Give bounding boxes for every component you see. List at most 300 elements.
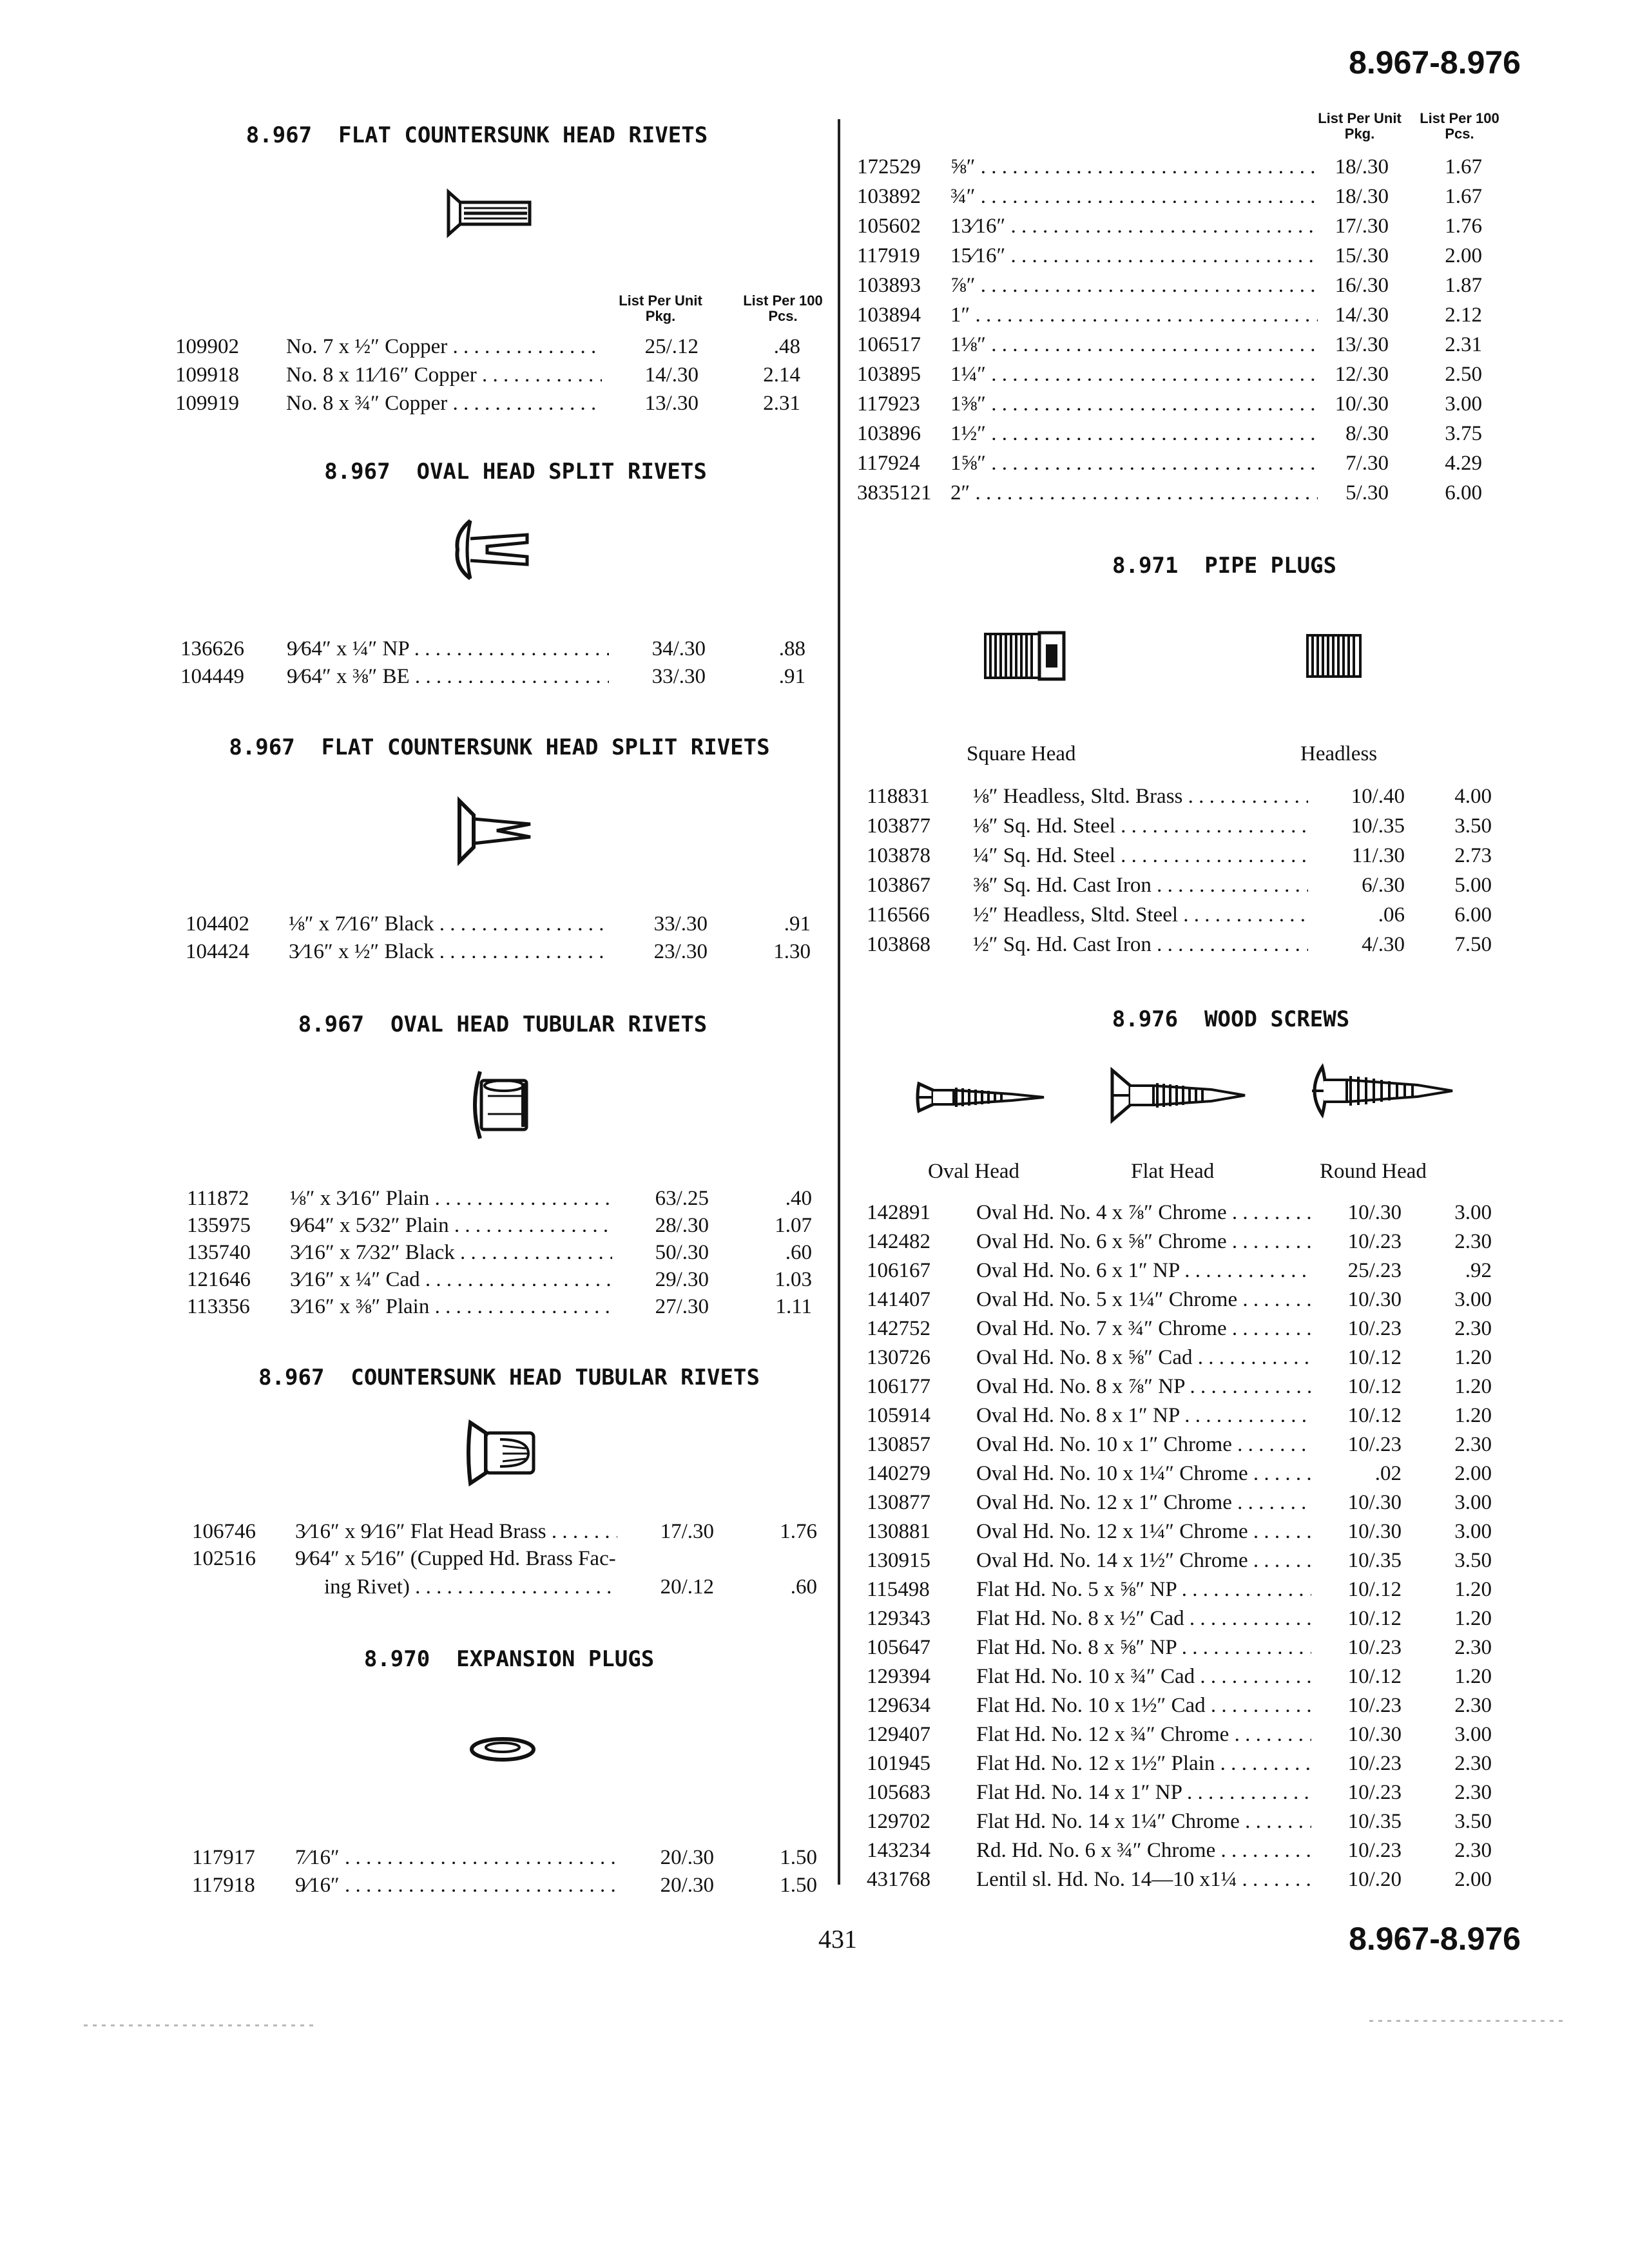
- table-row: [857, 182, 1482, 211]
- price-per-unit-pkg: 10/.23: [1347, 1317, 1402, 1340]
- part-number: 106177: [867, 1375, 930, 1398]
- price-per-unit-pkg: 10/.35: [1347, 1810, 1402, 1833]
- table-row: [867, 1285, 1492, 1314]
- part-number: 129702: [867, 1810, 930, 1833]
- price-per-100-pcs: .88: [778, 637, 805, 660]
- price-per-100-pcs: 3.00: [1445, 392, 1482, 416]
- part-description: ⅞″ . . .: [950, 271, 1318, 300]
- part-number: 129407: [867, 1723, 930, 1746]
- price-per-100-pcs: 1.67: [1445, 185, 1482, 208]
- price-per-100-pcs: 3.00: [1454, 1723, 1492, 1746]
- price-per-100-pcs: .60: [790, 1575, 817, 1599]
- price-per-100-pcs: 1.20: [1454, 1578, 1492, 1601]
- price-per-100-pcs: 2.30: [1454, 1694, 1492, 1717]
- part-number: 3835121: [857, 481, 932, 505]
- section-title-countersunk-head-tubular-rivets: 8.967 COUNTERSUNK HEAD TUBULAR RIVETS: [258, 1365, 760, 1390]
- price-per-unit-pkg: 63/.25: [655, 1187, 709, 1210]
- part-description: Oval Hd. No. 5 x 1¼″ Chrome . . .: [976, 1285, 1311, 1314]
- part-description: 15⁄16″ . . .: [950, 242, 1318, 270]
- part-number: 103868: [867, 933, 930, 956]
- table-row: [867, 1256, 1492, 1285]
- price-per-100-pcs: .48: [773, 335, 800, 358]
- price-per-100-pcs: 3.50: [1454, 814, 1492, 838]
- price-per-unit-pkg: 20/.30: [660, 1874, 714, 1897]
- part-number: 109902: [175, 335, 239, 358]
- table-row: [857, 360, 1482, 389]
- price-per-100-pcs: 4.29: [1445, 452, 1482, 475]
- part-number: 129634: [867, 1694, 930, 1717]
- price-per-100-pcs: .91: [778, 665, 805, 688]
- price-per-unit-pkg: 33/.30: [651, 665, 706, 688]
- price-per-unit-pkg: 10/.30: [1347, 1201, 1402, 1224]
- price-per-unit-pkg: 10/.30: [1347, 1288, 1402, 1311]
- part-description: Oval Hd. No. 4 x ⅞″ Chrome . . .: [976, 1198, 1311, 1227]
- section-title-flat-countersunk-head-split-rivets: 8.967 FLAT COUNTERSUNK HEAD SPLIT RIVETS: [229, 735, 770, 760]
- part-description: Flat Hd. No. 8 x ⅝″ NP . . .: [976, 1633, 1311, 1662]
- price-per-100-pcs: 1.20: [1454, 1375, 1492, 1398]
- part-number: 103867: [867, 874, 930, 897]
- price-per-100-pcs: 2.00: [1454, 1868, 1492, 1891]
- oval-head-tubular-rivet-icon: [467, 1066, 538, 1144]
- table-row: [187, 1265, 812, 1294]
- table-row: [867, 1459, 1492, 1488]
- price-per-unit-pkg: 25/.23: [1347, 1259, 1402, 1282]
- part-description: ⅜″ Sq. Hd. Cast Iron . . .: [973, 871, 1308, 899]
- table-row: [867, 1546, 1492, 1575]
- part-description: 1⅝″ . . .: [950, 449, 1318, 477]
- table-row: [867, 1430, 1492, 1459]
- part-description: 9⁄64″ x ⅜″ BE . . .: [287, 662, 609, 691]
- section-title-oval-head-tubular-rivets: 8.967 OVAL HEAD TUBULAR RIVETS: [298, 1012, 708, 1037]
- part-number: 103896: [857, 422, 921, 445]
- part-description: Oval Hd. No. 10 x 1¼″ Chrome . . .: [976, 1459, 1311, 1488]
- price-per-unit-pkg: 10/.35: [1347, 1549, 1402, 1572]
- table-row: [192, 1517, 817, 1546]
- table-row: [867, 1314, 1492, 1343]
- table-row: [867, 1749, 1492, 1778]
- table-row: [186, 937, 811, 966]
- price-per-100-pcs: 1.03: [775, 1268, 812, 1291]
- part-number: 130881: [867, 1520, 930, 1543]
- part-number: 104424: [186, 940, 249, 963]
- price-per-100-pcs: 2.31: [1445, 333, 1482, 356]
- flat-head-screw-icon: [1108, 1066, 1250, 1124]
- section-title-expansion-plugs: 8.970 EXPANSION PLUGS: [363, 1646, 655, 1672]
- part-description: Rd. Hd. No. 6 x ¾″ Chrome . . .: [976, 1836, 1311, 1865]
- price-per-unit-pkg: 18/.30: [1335, 155, 1389, 178]
- part-description: ⅝″ . . .: [950, 153, 1318, 181]
- price-per-100-pcs: 3.50: [1454, 1549, 1492, 1572]
- part-number: 106167: [867, 1259, 930, 1282]
- column-label-round-head: Round Head: [1320, 1160, 1427, 1183]
- price-per-unit-pkg: 10/.30: [1335, 392, 1389, 416]
- price-per-100-pcs: 2.30: [1454, 1781, 1492, 1804]
- table-row: [867, 841, 1492, 870]
- part-description: No. 8 x 11⁄16″ Copper . . .: [286, 361, 602, 389]
- price-per-100-pcs: 1.76: [780, 1520, 817, 1543]
- part-number: 117918: [192, 1874, 255, 1897]
- price-per-unit-pkg: 6/.30: [1362, 874, 1405, 897]
- part-number: 130915: [867, 1549, 930, 1572]
- part-number: 172529: [857, 155, 921, 178]
- price-per-unit-pkg: 10/.20: [1347, 1868, 1402, 1891]
- price-per-unit-pkg: 10/.12: [1347, 1607, 1402, 1630]
- column-label-oval-head: Oval Head: [928, 1160, 1020, 1183]
- price-per-unit-pkg: 18/.30: [1335, 185, 1389, 208]
- price-per-100-pcs: 5.00: [1454, 874, 1492, 897]
- oval-head-screw-icon: [915, 1075, 1050, 1120]
- part-description: 1″ . . .: [950, 301, 1318, 329]
- part-description: ½″ Sq. Hd. Cast Iron . . .: [973, 930, 1308, 959]
- part-number: 143234: [867, 1839, 930, 1862]
- part-description: 7⁄16″ . . .: [295, 1843, 617, 1872]
- price-per-unit-pkg: 23/.30: [653, 940, 708, 963]
- part-number: 103878: [867, 844, 930, 867]
- price-per-unit-pkg: 12/.30: [1335, 363, 1389, 386]
- price-per-unit-pkg: 10/.23: [1347, 1781, 1402, 1804]
- table-row: [867, 782, 1492, 811]
- part-number: 130857: [867, 1433, 930, 1456]
- price-per-100-pcs: 1.20: [1454, 1404, 1492, 1427]
- table-row: [867, 1720, 1492, 1749]
- part-description: Oval Hd. No. 12 x 1¼″ Chrome . . .: [976, 1517, 1311, 1546]
- price-per-100-pcs: 1.87: [1445, 274, 1482, 297]
- price-per-100-pcs: 2.30: [1454, 1230, 1492, 1253]
- part-description: Flat Hd. No. 8 x ½″ Cad . . .: [976, 1604, 1311, 1633]
- part-description: 1½″ . . .: [950, 419, 1318, 448]
- price-per-unit-pkg: 13/.30: [1335, 333, 1389, 356]
- part-description: ¼″ Sq. Hd. Steel . . .: [973, 841, 1308, 870]
- table-row: [867, 1604, 1492, 1633]
- scan-artifact: [84, 2024, 316, 2026]
- part-number: 106746: [192, 1520, 256, 1543]
- list-per-unit-pkg-header: List Per Unit Pkg.: [619, 293, 702, 324]
- part-description: 3⁄16″ x ½″ Black . . .: [289, 937, 611, 966]
- table-row: [867, 1662, 1492, 1691]
- part-description: Oval Hd. No. 6 x ⅝″ Chrome . . .: [976, 1227, 1311, 1256]
- table-row: [857, 271, 1482, 300]
- table-row: [186, 910, 811, 938]
- oval-head-split-rivet-icon: [451, 514, 535, 585]
- part-description: 9⁄64″ x 5⁄16″ (Cupped Hd. Brass Fac-: [295, 1547, 616, 1570]
- part-number: 105683: [867, 1781, 930, 1804]
- table-row: [857, 479, 1482, 507]
- price-per-unit-pkg: 50/.30: [655, 1241, 709, 1264]
- price-per-unit-pkg: 16/.30: [1335, 274, 1389, 297]
- part-number: 105914: [867, 1404, 930, 1427]
- part-description: 1⅜″ . . .: [950, 390, 1318, 418]
- part-number: 106517: [857, 333, 921, 356]
- column-label-headless: Headless: [1300, 742, 1378, 765]
- table-row: [192, 1544, 817, 1573]
- part-number: 115498: [867, 1578, 930, 1601]
- part-number: 104449: [180, 665, 244, 688]
- table-row: [857, 331, 1482, 359]
- price-per-unit-pkg: 7/.30: [1345, 452, 1389, 475]
- table-row: [857, 419, 1482, 448]
- part-number: 142752: [867, 1317, 930, 1340]
- part-number: 118831: [867, 785, 930, 808]
- table-row: [867, 1633, 1492, 1662]
- table-row: [857, 153, 1482, 181]
- table-row: [867, 901, 1492, 929]
- price-per-100-pcs: 3.00: [1454, 1491, 1492, 1514]
- price-per-unit-pkg: 14/.30: [1335, 303, 1389, 327]
- part-number: 129343: [867, 1607, 930, 1630]
- part-number: 101945: [867, 1752, 930, 1775]
- table-row: [857, 390, 1482, 418]
- table-row: [867, 1575, 1492, 1604]
- price-per-unit-pkg: 14/.30: [644, 363, 699, 387]
- price-per-100-pcs: 7.50: [1454, 933, 1492, 956]
- part-description: No. 8 x ¾″ Copper . . .: [286, 389, 602, 418]
- price-per-unit-pkg: 10/.30: [1347, 1520, 1402, 1543]
- scan-artifact: [1369, 2020, 1563, 2022]
- part-number: 121646: [187, 1268, 251, 1291]
- price-per-100-pcs: 2.30: [1454, 1839, 1492, 1862]
- part-description: Oval Hd. No. 14 x 1½″ Chrome . . .: [976, 1546, 1311, 1575]
- table-row: [867, 1836, 1492, 1865]
- price-per-100-pcs: .91: [784, 912, 811, 936]
- table-row: [175, 361, 800, 389]
- part-description: Flat Hd. No. 12 x ¾″ Chrome . . .: [976, 1720, 1311, 1749]
- price-per-100-pcs: 3.00: [1454, 1201, 1492, 1224]
- price-per-unit-pkg: 10/.12: [1347, 1404, 1402, 1427]
- price-per-unit-pkg: 4/.30: [1362, 933, 1405, 956]
- part-number: 136626: [180, 637, 244, 660]
- part-number: 105602: [857, 215, 921, 238]
- section-title-pipe-plugs: 8.971 PIPE PLUGS: [1112, 553, 1336, 579]
- price-per-unit-pkg: 25/.12: [644, 335, 699, 358]
- part-description: Oval Hd. No. 6 x 1″ NP . . .: [976, 1256, 1311, 1285]
- price-per-100-pcs: 4.00: [1454, 785, 1492, 808]
- part-number: 103893: [857, 274, 921, 297]
- price-per-unit-pkg: 10/.23: [1347, 1694, 1402, 1717]
- table-row: [867, 1488, 1492, 1517]
- part-number: 111872: [187, 1187, 249, 1210]
- price-per-100-pcs: 6.00: [1445, 481, 1482, 505]
- price-per-100-pcs: 2.30: [1454, 1317, 1492, 1340]
- price-per-100-pcs: 2.14: [763, 363, 800, 387]
- price-per-unit-pkg: 10/.23: [1347, 1433, 1402, 1456]
- price-per-unit-pkg: 29/.30: [655, 1268, 709, 1291]
- price-per-unit-pkg: 10/.40: [1351, 785, 1405, 808]
- part-number: 142891: [867, 1201, 930, 1224]
- part-description: No. 7 x ½″ Copper . . .: [286, 332, 602, 361]
- part-number: 103892: [857, 185, 921, 208]
- part-number: 135740: [187, 1241, 251, 1264]
- price-per-unit-pkg: 10/.23: [1347, 1230, 1402, 1253]
- section-title-flat-countersunk-head-rivets: 8.967 FLAT COUNTERSUNK HEAD RIVETS: [246, 122, 708, 148]
- headless-pipe-plug-icon: [1305, 633, 1363, 679]
- table-row: [187, 1184, 812, 1213]
- part-description: Flat Hd. No. 12 x 1½″ Plain . . .: [976, 1749, 1311, 1778]
- part-description: 3⁄16″ x ⅜″ Plain . . .: [290, 1293, 612, 1321]
- table-row: [867, 1517, 1492, 1546]
- square-head-pipe-plug-icon: [983, 630, 1066, 682]
- table-row: [867, 1691, 1492, 1720]
- price-per-100-pcs: 3.75: [1445, 422, 1482, 445]
- price-per-100-pcs: 2.31: [763, 392, 800, 415]
- table-row: [857, 212, 1482, 240]
- part-number: 105647: [867, 1636, 930, 1659]
- price-per-unit-pkg: 15/.30: [1335, 244, 1389, 267]
- table-row: [180, 662, 805, 691]
- flat-countersunk-split-rivet-icon: [454, 796, 538, 867]
- part-description: Oval Hd. No. 8 x ⅝″ Cad . . .: [976, 1343, 1311, 1372]
- part-description: Oval Hd. No. 10 x 1″ Chrome . . .: [976, 1430, 1311, 1459]
- part-number: 103877: [867, 814, 930, 838]
- part-number: 117923: [857, 392, 920, 416]
- expansion-plug-icon: [467, 1733, 538, 1765]
- price-per-unit-pkg: .06: [1378, 903, 1405, 927]
- price-per-100-pcs: 2.30: [1454, 1636, 1492, 1659]
- price-per-100-pcs: 3.00: [1454, 1520, 1492, 1543]
- price-per-unit-pkg: 10/.12: [1347, 1665, 1402, 1688]
- price-per-unit-pkg: 5/.30: [1345, 481, 1389, 505]
- page-range-header: 8.967-8.976: [1349, 44, 1521, 81]
- part-number: 130726: [867, 1346, 930, 1369]
- part-number: 103895: [857, 363, 921, 386]
- part-description: Oval Hd. No. 7 x ¾″ Chrome . . .: [976, 1314, 1311, 1343]
- part-description: ⅛″ Headless, Sltd. Brass . . .: [973, 782, 1308, 811]
- section-title-wood-screws: 8.976 WOOD SCREWS: [1112, 1006, 1350, 1032]
- price-per-unit-pkg: 27/.30: [655, 1295, 709, 1318]
- table-row: [867, 871, 1492, 899]
- part-description: 9⁄64″ x ¼″ NP . . .: [287, 635, 609, 663]
- price-per-unit-pkg: 13/.30: [644, 392, 699, 415]
- table-row: [192, 1573, 817, 1601]
- part-number: 117919: [857, 244, 920, 267]
- table-row: [175, 332, 800, 361]
- price-per-unit-pkg: 33/.30: [653, 912, 708, 936]
- table-row: [867, 1401, 1492, 1430]
- price-per-100-pcs: 1.76: [1445, 215, 1482, 238]
- price-per-unit-pkg: 10/.12: [1347, 1375, 1402, 1398]
- part-description: Flat Hd. No. 5 x ⅝″ NP . . .: [976, 1575, 1311, 1604]
- price-per-unit-pkg: 10/.30: [1347, 1723, 1402, 1746]
- price-per-unit-pkg: 10/.23: [1347, 1839, 1402, 1862]
- table-row: [867, 1227, 1492, 1256]
- price-per-100-pcs: 1.50: [780, 1874, 817, 1897]
- part-description: 3⁄16″ x 9⁄16″ Flat Head Brass . . .: [295, 1517, 617, 1546]
- part-description: ⅛″ Sq. Hd. Steel . . .: [973, 812, 1308, 840]
- table-row: [867, 1807, 1492, 1836]
- part-number: 142482: [867, 1230, 930, 1253]
- price-per-100-pcs: 1.20: [1454, 1665, 1492, 1688]
- part-number: 113356: [187, 1295, 250, 1318]
- price-per-100-pcs: 2.73: [1454, 844, 1492, 867]
- price-per-100-pcs: 2.12: [1445, 303, 1482, 327]
- price-per-unit-pkg: 10/.30: [1347, 1491, 1402, 1514]
- price-per-100-pcs: 6.00: [1454, 903, 1492, 927]
- price-per-100-pcs: 2.30: [1454, 1433, 1492, 1456]
- part-description: 3⁄16″ x 7⁄32″ Black . . .: [290, 1238, 612, 1267]
- part-number: 104402: [186, 912, 249, 936]
- part-number: 431768: [867, 1868, 930, 1891]
- part-description: 2″ . . .: [950, 479, 1318, 507]
- price-per-unit-pkg: 20/.30: [660, 1846, 714, 1869]
- list-per-unit-pkg-header: List Per Unit Pkg.: [1318, 110, 1402, 142]
- part-number: 103894: [857, 303, 921, 327]
- round-head-screw-icon: [1308, 1062, 1456, 1120]
- part-description: Oval Hd. No. 8 x 1″ NP . . .: [976, 1401, 1311, 1430]
- flat-countersunk-rivet-icon: [445, 188, 535, 240]
- price-per-100-pcs: 2.00: [1454, 1462, 1492, 1485]
- part-number: 135975: [187, 1214, 251, 1237]
- table-row: [857, 301, 1482, 329]
- part-number: 129394: [867, 1665, 930, 1688]
- part-number: 109919: [175, 392, 239, 415]
- price-per-unit-pkg: 10/.12: [1347, 1578, 1402, 1601]
- column-divider: [838, 119, 840, 1885]
- price-per-100-pcs: 1.07: [775, 1214, 812, 1237]
- table-row: [867, 812, 1492, 840]
- table-row: [187, 1211, 812, 1240]
- part-description: 13⁄16″ . . .: [950, 212, 1318, 240]
- part-description-continued: ing Rivet) . . .: [324, 1573, 617, 1601]
- price-per-100-pcs: .60: [785, 1241, 812, 1264]
- table-row: [187, 1293, 812, 1321]
- column-label-flat-head: Flat Head: [1131, 1160, 1215, 1183]
- table-row: [175, 389, 800, 418]
- price-per-100-pcs: .92: [1465, 1259, 1492, 1282]
- part-number: 130877: [867, 1491, 930, 1514]
- column-label-square-head: Square Head: [967, 742, 1076, 765]
- price-per-unit-pkg: 8/.30: [1345, 422, 1389, 445]
- page-range-footer: 8.967-8.976: [1349, 1921, 1521, 1957]
- table-row: [187, 1238, 812, 1267]
- part-description: Flat Hd. No. 14 x 1″ NP . . .: [976, 1778, 1311, 1807]
- part-description: ⅛″ x 3⁄16″ Plain . . .: [290, 1184, 612, 1213]
- list-per-100-pcs-header: List Per 100 Pcs.: [1420, 110, 1499, 142]
- part-description: 1¼″ . . .: [950, 360, 1318, 389]
- price-per-100-pcs: .40: [785, 1187, 812, 1210]
- price-per-unit-pkg: 28/.30: [655, 1214, 709, 1237]
- part-description: 9⁄64″ x 5⁄32″ Plain . . .: [290, 1211, 612, 1240]
- part-description: Flat Hd. No. 10 x ¾″ Cad . . .: [976, 1662, 1311, 1691]
- price-per-100-pcs: 3.50: [1454, 1810, 1492, 1833]
- part-description: Oval Hd. No. 8 x ⅞″ NP . . .: [976, 1372, 1311, 1401]
- table-row: [192, 1843, 817, 1872]
- part-description: Oval Hd. No. 12 x 1″ Chrome . . .: [976, 1488, 1311, 1517]
- page-number: 431: [818, 1925, 857, 1954]
- table-row: [867, 1372, 1492, 1401]
- part-description: 1⅛″ . . .: [950, 331, 1318, 359]
- price-per-100-pcs: 1.11: [775, 1295, 812, 1318]
- price-per-unit-pkg: 11/.30: [1351, 844, 1405, 867]
- price-per-unit-pkg: 20/.12: [660, 1575, 714, 1599]
- part-description: Lentil sl. Hd. No. 14—10 x1¼ . . .: [976, 1865, 1311, 1894]
- part-description: Flat Hd. No. 14 x 1¼″ Chrome . . .: [976, 1807, 1311, 1836]
- part-description: Flat Hd. No. 10 x 1½″ Cad . . .: [976, 1691, 1311, 1720]
- part-number: 140279: [867, 1462, 930, 1485]
- price-per-100-pcs: 3.00: [1454, 1288, 1492, 1311]
- price-per-unit-pkg: 17/.30: [660, 1520, 714, 1543]
- price-per-100-pcs: 2.50: [1445, 363, 1482, 386]
- section-title-oval-head-split-rivets: 8.967 OVAL HEAD SPLIT RIVETS: [324, 459, 707, 485]
- part-description: 3⁄16″ x ¼″ Cad . . .: [290, 1265, 612, 1294]
- price-per-unit-pkg: 34/.30: [651, 637, 706, 660]
- part-description: ¾″ . . .: [950, 182, 1318, 211]
- price-per-100-pcs: 2.00: [1445, 244, 1482, 267]
- price-per-100-pcs: 1.67: [1445, 155, 1482, 178]
- price-per-100-pcs: 1.50: [780, 1846, 817, 1869]
- price-per-unit-pkg: 10/.23: [1347, 1752, 1402, 1775]
- part-number: 141407: [867, 1288, 930, 1311]
- countersunk-tubular-rivet-icon: [464, 1418, 541, 1488]
- table-row: [867, 1198, 1492, 1227]
